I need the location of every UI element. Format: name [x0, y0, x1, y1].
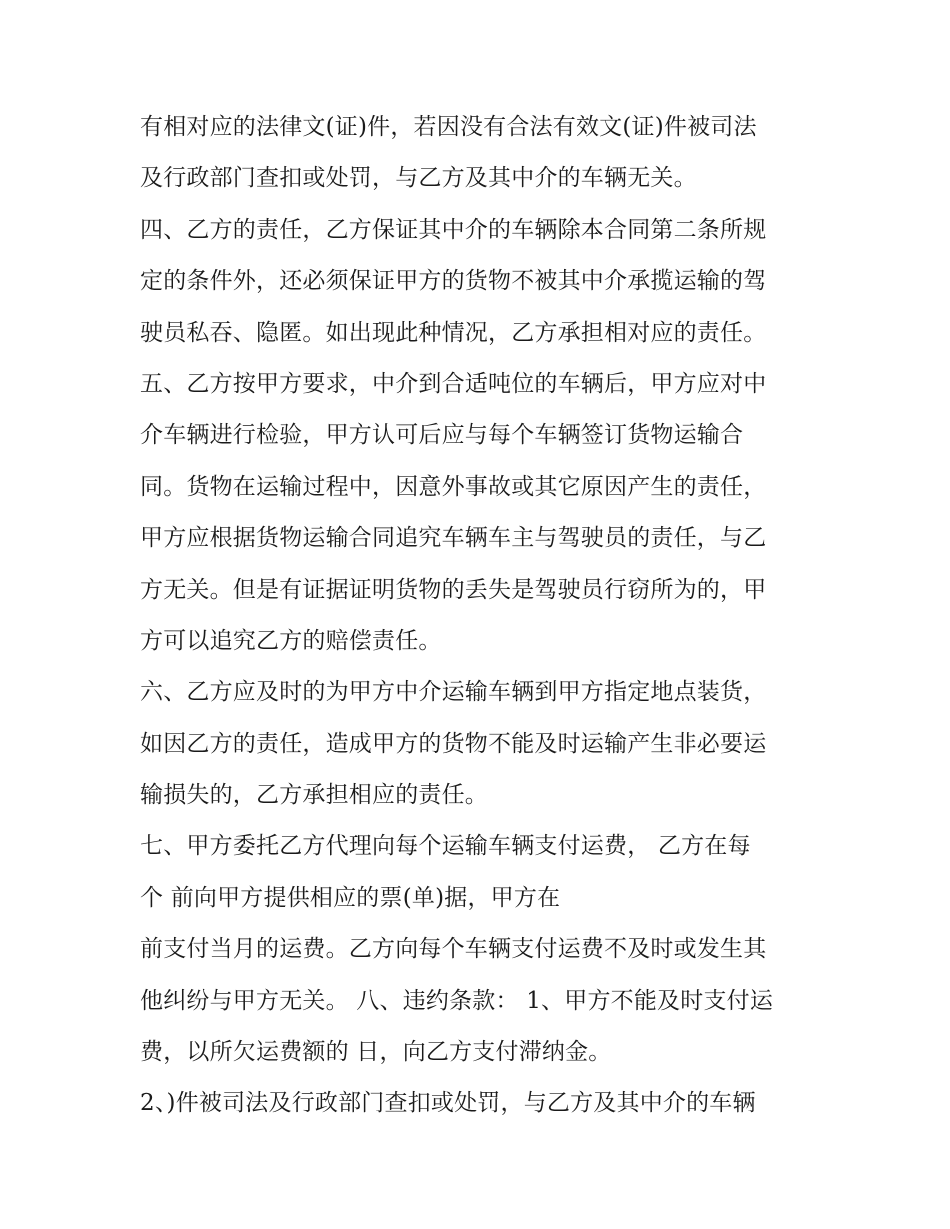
text-line: 六、乙方应及时的为甲方中介运输车辆到甲方指定地点装货，	[140, 679, 767, 706]
text-line: 输损失的，乙方承担相应的责任。	[140, 782, 488, 809]
text-line: 方可以追究乙方的赔偿责任。	[140, 627, 442, 654]
text-line: 甲方应根据货物运输合同追究车辆车主与驾驶员的责任，与乙	[140, 525, 767, 552]
text-line: 同。货物在运输过程中，因意外事故或其它原因产生的责任，	[140, 473, 767, 500]
text-line: 驶员私吞、隐匿。如出现此种情况，乙方承担相对应的责任。	[140, 319, 767, 346]
text-line: 前支付当月的运费。乙方向每个车辆支付运费不及时或发生其	[140, 936, 767, 963]
text-line: 定的条件外，还必须保证甲方的货物不被其中介承揽运输的驾	[140, 268, 767, 295]
text-line: 他纠纷与甲方无关。 八、违约条款： 1、甲方不能及时支付运	[140, 987, 774, 1014]
text-line: 如因乙方的责任，造成甲方的货物不能及时运输产生非必要运	[140, 730, 767, 757]
text-line: 2、)件被司法及行政部门查扣或处罚，与乙方及其中介的车辆	[140, 1090, 756, 1117]
text-line: 五、乙方按甲方要求，中介到合适吨位的车辆后，甲方应对中	[140, 370, 767, 397]
text-line: 七、甲方委托乙方代理向每个运输车辆支付运费， 乙方在每	[140, 833, 751, 860]
text-line: 方无关。但是有证据证明货物的丢失是驾驶员行窃所为的，甲	[140, 576, 767, 603]
text-line: 介车辆进行检验，甲方认可后应与每个车辆签订货物运输合	[140, 422, 744, 449]
text-line: 及行政部门查扣或处罚，与乙方及其中介的车辆无关。	[140, 165, 697, 192]
text-line: 个 前向甲方提供相应的票(单)据，甲方在	[140, 884, 561, 911]
text-line: 有相对应的法律文(证)件，若因没有合法有效文(证)件被司法	[140, 114, 757, 140]
text-line: 费，以所欠运费额的 日，向乙方支付滞纳金。	[140, 1039, 612, 1066]
document-body	[140, 102, 820, 1130]
text-line: 四、乙方的责任，乙方保证其中介的车辆除本合同第二条所规	[140, 216, 767, 243]
